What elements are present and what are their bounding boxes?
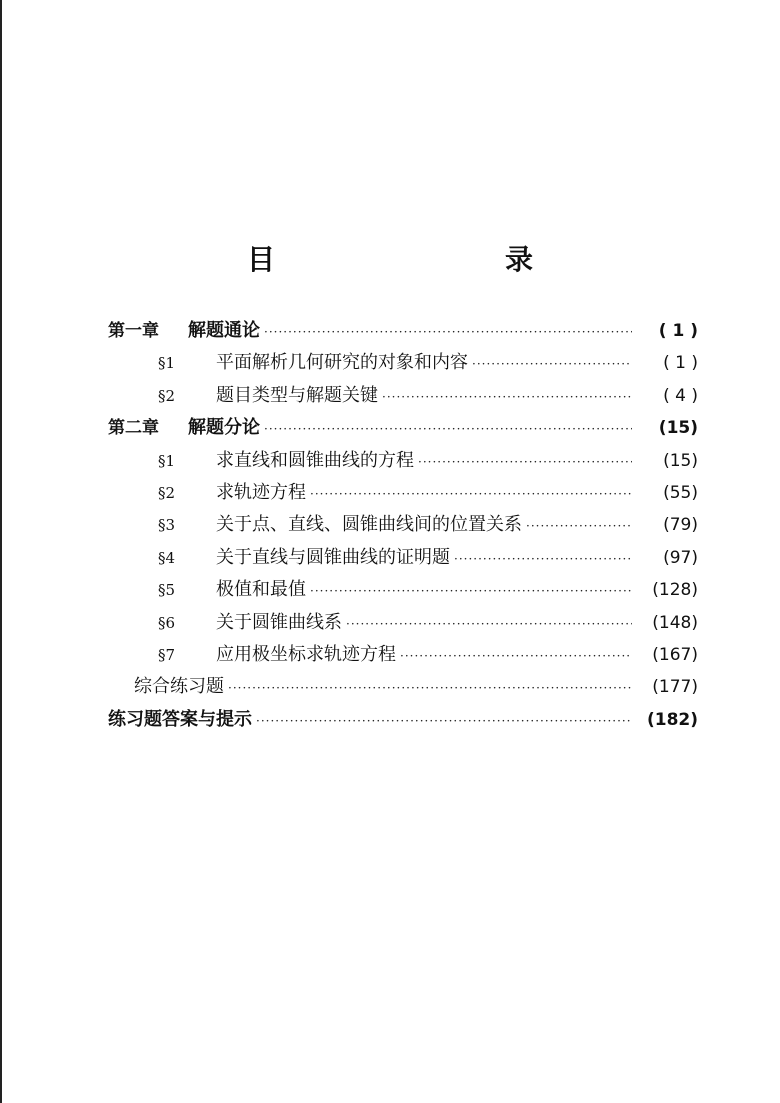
page-number: ( 1 ) xyxy=(663,353,698,374)
toc-chapter-1 xyxy=(108,316,698,348)
leader-dots xyxy=(346,617,632,631)
page-number: (167) xyxy=(652,644,698,665)
page-number: ( 4 ) xyxy=(663,385,698,406)
section-title: 求轨迹方程 xyxy=(216,481,306,503)
section-title: 关于圆锥曲线系 xyxy=(216,611,342,633)
section-number: §1 xyxy=(158,451,176,470)
toc-answers xyxy=(108,705,698,737)
section-title: 题目类型与解题关键 xyxy=(216,384,378,406)
leader-dots xyxy=(310,487,632,501)
leader-dots xyxy=(264,422,632,436)
section-title: 极值和最值 xyxy=(216,579,306,601)
section-number: §1 xyxy=(158,354,176,373)
leader-dots xyxy=(526,519,632,533)
page-number: (97) xyxy=(663,547,698,568)
leader-dots xyxy=(382,390,632,404)
toc-section-2-7 xyxy=(108,640,698,672)
page-number: (128) xyxy=(652,580,698,601)
toc-section-1-1 xyxy=(108,348,698,380)
page-number: (177) xyxy=(652,677,698,698)
table-of-contents xyxy=(108,316,698,737)
page-edge xyxy=(0,0,2,1103)
page-number: (55) xyxy=(663,482,698,503)
leader-dots xyxy=(418,455,632,469)
leader-dots xyxy=(256,714,632,728)
toc-exercises xyxy=(108,672,698,704)
page-number: (148) xyxy=(652,612,698,633)
toc-section-1-2 xyxy=(108,381,698,413)
leader-dots xyxy=(228,681,632,695)
toc-chapter-2 xyxy=(108,413,698,445)
toc-section-2-3 xyxy=(108,510,698,542)
chapter-title: 解题通论 xyxy=(188,320,260,341)
section-number: §3 xyxy=(158,516,176,535)
leader-dots xyxy=(400,649,632,663)
toc-section-2-4 xyxy=(108,543,698,575)
leader-dots xyxy=(454,552,632,566)
section-title: 关于点、直线、圆锥曲线间的位置关系 xyxy=(216,514,522,536)
page-number: ( 1 ) xyxy=(658,321,698,341)
leader-dots xyxy=(264,325,632,339)
chapter-number: 第一章 xyxy=(108,321,159,341)
page-number: (15) xyxy=(658,418,698,439)
chapter-number: 第二章 xyxy=(108,418,159,439)
section-number: §4 xyxy=(158,548,176,567)
page-number: (79) xyxy=(663,515,698,536)
section-number: §5 xyxy=(158,581,176,600)
answers-title: 练习题答案与提示 xyxy=(108,708,252,730)
section-title: 平面解析几何研究的对象和内容 xyxy=(216,352,468,374)
chapter-title: 解题分论 xyxy=(188,417,260,439)
toc-section-2-6 xyxy=(108,608,698,640)
page-number: (182) xyxy=(646,709,698,730)
leader-dots xyxy=(472,357,632,371)
section-title: 应用极坐标求轨迹方程 xyxy=(216,643,396,665)
page-title: 目 录 xyxy=(246,243,591,276)
toc-section-2-5 xyxy=(108,575,698,607)
section-title: 求直线和圆锥曲线的方程 xyxy=(216,449,414,471)
exercises-title: 综合练习题 xyxy=(134,676,224,698)
section-number: §2 xyxy=(158,483,176,502)
page-number: (15) xyxy=(663,450,698,471)
toc-section-2-2 xyxy=(108,478,698,510)
section-number: §7 xyxy=(158,645,176,664)
toc-section-2-1 xyxy=(108,446,698,478)
leader-dots xyxy=(310,584,632,598)
section-number: §2 xyxy=(158,386,176,405)
section-title: 关于直线与圆锥曲线的证明题 xyxy=(216,546,450,568)
section-number: §6 xyxy=(158,613,176,632)
